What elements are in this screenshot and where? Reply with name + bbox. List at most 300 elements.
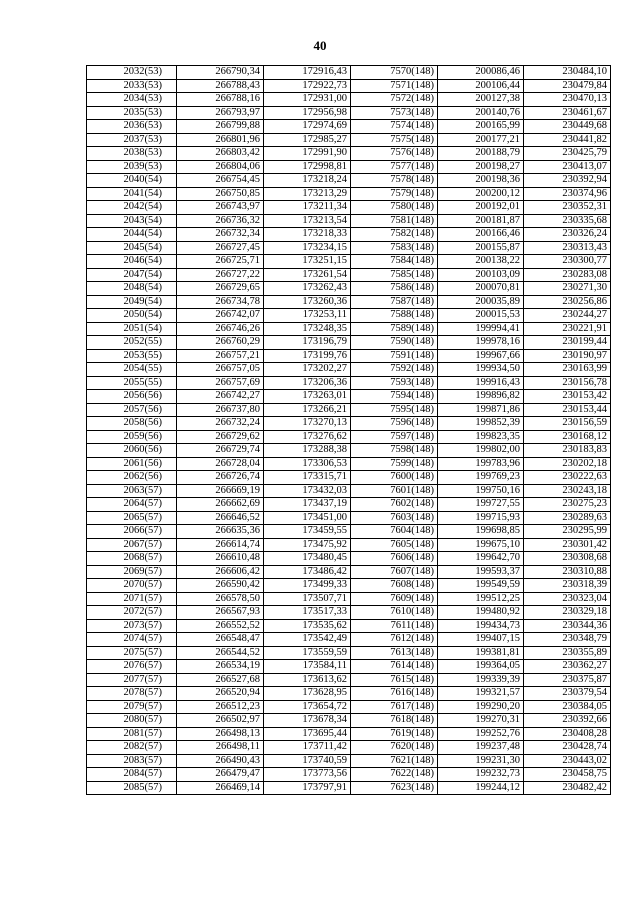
table-cell: 199715,93 — [438, 511, 524, 525]
table-cell: 173266,21 — [264, 403, 351, 417]
table-row — [87, 282, 611, 296]
table-cell: 7580(148) — [351, 201, 438, 215]
table-cell: 200188,79 — [438, 147, 524, 161]
table-cell: 266548,47 — [177, 633, 264, 647]
table-cell: 7608(148) — [351, 579, 438, 593]
table-cell: 173740,59 — [264, 754, 351, 768]
table-cell: 266757,69 — [177, 376, 264, 390]
table-cell: 199967,66 — [438, 349, 524, 363]
table-cell: 266732,34 — [177, 228, 264, 242]
table-cell: 266760,29 — [177, 336, 264, 350]
table-cell: 199381,81 — [438, 646, 524, 660]
table-cell: 230326,24 — [524, 228, 611, 242]
table-cell: 199232,73 — [438, 768, 524, 782]
table-cell: 199698,85 — [438, 525, 524, 539]
table-cell: 266552,52 — [177, 619, 264, 633]
table-cell: 266669,19 — [177, 484, 264, 498]
table-cell: 7611(148) — [351, 619, 438, 633]
table-cell: 7576(148) — [351, 147, 438, 161]
table-row — [87, 471, 611, 485]
table-row — [87, 619, 611, 633]
table-cell: 266757,05 — [177, 363, 264, 377]
table-cell: 230375,87 — [524, 673, 611, 687]
table-cell: 173480,45 — [264, 552, 351, 566]
table-cell: 2051(54) — [87, 322, 177, 336]
table-row — [87, 133, 611, 147]
table-cell: 230300,77 — [524, 255, 611, 269]
table-cell: 173797,91 — [264, 781, 351, 795]
table-cell: 173251,15 — [264, 255, 351, 269]
table-cell: 173276,62 — [264, 430, 351, 444]
table-cell: 7623(148) — [351, 781, 438, 795]
table-cell: 7613(148) — [351, 646, 438, 660]
table-cell: 266502,97 — [177, 714, 264, 728]
table-row — [87, 214, 611, 228]
table-cell: 7582(148) — [351, 228, 438, 242]
table-cell: 173695,44 — [264, 727, 351, 741]
table-cell: 7599(148) — [351, 457, 438, 471]
table-cell: 7621(148) — [351, 754, 438, 768]
table-cell: 7614(148) — [351, 660, 438, 674]
table-cell: 7600(148) — [351, 471, 438, 485]
table-cell: 2072(57) — [87, 606, 177, 620]
table-cell: 199823,35 — [438, 430, 524, 444]
table-cell: 173306,53 — [264, 457, 351, 471]
table-cell: 2076(57) — [87, 660, 177, 674]
table-row — [87, 592, 611, 606]
coordinate-table-body — [87, 66, 611, 795]
table-cell: 7598(148) — [351, 444, 438, 458]
table-row — [87, 646, 611, 660]
table-cell: 2035(53) — [87, 106, 177, 120]
table-cell: 2083(57) — [87, 754, 177, 768]
table-row — [87, 66, 611, 80]
table-cell: 172922,73 — [264, 79, 351, 93]
table-cell: 7615(148) — [351, 673, 438, 687]
table-cell: 7620(148) — [351, 741, 438, 755]
table-cell: 230408,28 — [524, 727, 611, 741]
table-cell: 230441,82 — [524, 133, 611, 147]
table-cell: 266729,74 — [177, 444, 264, 458]
table-cell: 2060(56) — [87, 444, 177, 458]
table-cell: 199549,59 — [438, 579, 524, 593]
table-cell: 230352,31 — [524, 201, 611, 215]
table-cell: 7578(148) — [351, 174, 438, 188]
table-row — [87, 741, 611, 755]
table-cell: 7592(148) — [351, 363, 438, 377]
table-cell: 173437,19 — [264, 498, 351, 512]
table-cell: 266801,96 — [177, 133, 264, 147]
table-cell: 230344,36 — [524, 619, 611, 633]
table-cell: 7579(148) — [351, 187, 438, 201]
table-row — [87, 552, 611, 566]
table-cell: 172974,69 — [264, 120, 351, 134]
table-cell: 173218,33 — [264, 228, 351, 242]
table-cell: 173260,36 — [264, 295, 351, 309]
table-cell: 266750,85 — [177, 187, 264, 201]
table-cell: 199434,73 — [438, 619, 524, 633]
table-cell: 2066(57) — [87, 525, 177, 539]
table-cell: 230271,30 — [524, 282, 611, 296]
table-cell: 200192,01 — [438, 201, 524, 215]
table-cell: 199252,76 — [438, 727, 524, 741]
table-cell: 266567,93 — [177, 606, 264, 620]
table-cell: 266727,22 — [177, 268, 264, 282]
table-row — [87, 457, 611, 471]
table-cell: 172991,90 — [264, 147, 351, 161]
table-cell: 230443,02 — [524, 754, 611, 768]
table-cell: 230289,63 — [524, 511, 611, 525]
table-cell: 230313,43 — [524, 241, 611, 255]
table-cell: 2042(54) — [87, 201, 177, 215]
table-row — [87, 241, 611, 255]
table-cell: 173262,43 — [264, 282, 351, 296]
table-cell: 7606(148) — [351, 552, 438, 566]
table-cell: 7622(148) — [351, 768, 438, 782]
table-cell: 230244,27 — [524, 309, 611, 323]
table-cell: 230425,79 — [524, 147, 611, 161]
table-cell: 2057(56) — [87, 403, 177, 417]
table-row — [87, 714, 611, 728]
table-cell: 266790,34 — [177, 66, 264, 80]
table-cell: 230484,10 — [524, 66, 611, 80]
table-cell: 199916,43 — [438, 376, 524, 390]
table-cell: 266736,32 — [177, 214, 264, 228]
table-row — [87, 322, 611, 336]
table-row — [87, 754, 611, 768]
table-row — [87, 147, 611, 161]
table-cell: 172956,98 — [264, 106, 351, 120]
table-cell: 173451,00 — [264, 511, 351, 525]
table-cell: 2059(56) — [87, 430, 177, 444]
table-cell: 200198,36 — [438, 174, 524, 188]
table-cell: 2068(57) — [87, 552, 177, 566]
table-cell: 2061(56) — [87, 457, 177, 471]
table-cell: 2081(57) — [87, 727, 177, 741]
table-row — [87, 525, 611, 539]
table-cell: 266726,74 — [177, 471, 264, 485]
table-cell: 2055(55) — [87, 376, 177, 390]
table-cell: 7597(148) — [351, 430, 438, 444]
table-row — [87, 228, 611, 242]
table-cell: 173432,03 — [264, 484, 351, 498]
table-cell: 2085(57) — [87, 781, 177, 795]
table-cell: 7577(148) — [351, 160, 438, 174]
table-cell: 230318,39 — [524, 579, 611, 593]
table-cell: 173517,33 — [264, 606, 351, 620]
table-cell: 230221,91 — [524, 322, 611, 336]
table-cell: 2046(54) — [87, 255, 177, 269]
table-cell: 199871,86 — [438, 403, 524, 417]
table-cell: 173678,34 — [264, 714, 351, 728]
table-cell: 2033(53) — [87, 79, 177, 93]
table-cell: 2069(57) — [87, 565, 177, 579]
table-cell: 266534,19 — [177, 660, 264, 674]
table-cell: 230301,42 — [524, 538, 611, 552]
table-cell: 230374,96 — [524, 187, 611, 201]
table-row — [87, 579, 611, 593]
table-cell: 7609(148) — [351, 592, 438, 606]
table-cell: 200155,87 — [438, 241, 524, 255]
table-cell: 199852,39 — [438, 417, 524, 431]
table-cell: 199244,12 — [438, 781, 524, 795]
table-row — [87, 295, 611, 309]
table-cell: 173475,92 — [264, 538, 351, 552]
table-cell: 2080(57) — [87, 714, 177, 728]
table-cell: 199727,55 — [438, 498, 524, 512]
table-cell: 199934,50 — [438, 363, 524, 377]
table-cell: 266490,43 — [177, 754, 264, 768]
table-cell: 200165,99 — [438, 120, 524, 134]
table-cell: 173613,62 — [264, 673, 351, 687]
table-cell: 199407,15 — [438, 633, 524, 647]
table-cell: 7618(148) — [351, 714, 438, 728]
table-cell: 230283,08 — [524, 268, 611, 282]
table-cell: 2079(57) — [87, 700, 177, 714]
table-cell: 200106,44 — [438, 79, 524, 93]
table-cell: 7591(148) — [351, 349, 438, 363]
table-cell: 266512,23 — [177, 700, 264, 714]
table-cell: 2082(57) — [87, 741, 177, 755]
table-cell: 7616(148) — [351, 687, 438, 701]
table-cell: 172916,43 — [264, 66, 351, 80]
table-cell: 7586(148) — [351, 282, 438, 296]
table-cell: 200015,53 — [438, 309, 524, 323]
coordinate-table — [86, 65, 611, 795]
table-row — [87, 417, 611, 431]
table-cell: 2040(54) — [87, 174, 177, 188]
table-cell: 172985,27 — [264, 133, 351, 147]
table-cell: 2063(57) — [87, 484, 177, 498]
table-row — [87, 498, 611, 512]
table-cell: 173459,55 — [264, 525, 351, 539]
table-row — [87, 403, 611, 417]
table-row — [87, 727, 611, 741]
table-cell: 173270,13 — [264, 417, 351, 431]
table-cell: 173213,29 — [264, 187, 351, 201]
table-row — [87, 781, 611, 795]
table-cell: 2038(53) — [87, 147, 177, 161]
table-row — [87, 687, 611, 701]
table-cell: 266527,68 — [177, 673, 264, 687]
table-row — [87, 174, 611, 188]
table-cell: 199231,30 — [438, 754, 524, 768]
table-cell: 173584,11 — [264, 660, 351, 674]
table-cell: 2047(54) — [87, 268, 177, 282]
table-cell: 7605(148) — [351, 538, 438, 552]
table-cell: 266727,45 — [177, 241, 264, 255]
page-number: 40 — [313, 38, 327, 53]
table-row — [87, 700, 611, 714]
table-cell: 2049(54) — [87, 295, 177, 309]
table-cell: 173234,15 — [264, 241, 351, 255]
table-cell: 173315,71 — [264, 471, 351, 485]
table-cell: 199364,05 — [438, 660, 524, 674]
table-cell: 230308,68 — [524, 552, 611, 566]
table-cell: 199994,41 — [438, 322, 524, 336]
table-cell: 199769,23 — [438, 471, 524, 485]
table-cell: 266804,06 — [177, 160, 264, 174]
table-cell: 173211,34 — [264, 201, 351, 215]
table-cell: 7594(148) — [351, 390, 438, 404]
table-cell: 7604(148) — [351, 525, 438, 539]
table-cell: 230199,44 — [524, 336, 611, 350]
table-cell: 7589(148) — [351, 322, 438, 336]
table-cell: 200070,81 — [438, 282, 524, 296]
table-cell: 2036(53) — [87, 120, 177, 134]
table-cell: 266742,07 — [177, 309, 264, 323]
table-cell: 173288,38 — [264, 444, 351, 458]
table-cell: 230470,13 — [524, 93, 611, 107]
table-cell: 7588(148) — [351, 309, 438, 323]
table-cell: 199978,16 — [438, 336, 524, 350]
table-cell: 199321,57 — [438, 687, 524, 701]
table-cell: 7584(148) — [351, 255, 438, 269]
table-cell: 230362,27 — [524, 660, 611, 674]
table-cell: 173535,62 — [264, 619, 351, 633]
table-cell: 2041(54) — [87, 187, 177, 201]
table-cell: 7601(148) — [351, 484, 438, 498]
table-cell: 2054(55) — [87, 363, 177, 377]
table-cell: 7572(148) — [351, 93, 438, 107]
table-row — [87, 606, 611, 620]
table-cell: 2073(57) — [87, 619, 177, 633]
table-cell: 230479,84 — [524, 79, 611, 93]
table-cell: 199270,31 — [438, 714, 524, 728]
table-row — [87, 660, 611, 674]
table-cell: 7585(148) — [351, 268, 438, 282]
table-cell: 200200,12 — [438, 187, 524, 201]
table-cell: 266606,42 — [177, 565, 264, 579]
table-cell: 266742,27 — [177, 390, 264, 404]
table-row — [87, 511, 611, 525]
table-row — [87, 376, 611, 390]
table-row — [87, 444, 611, 458]
table-cell: 266788,43 — [177, 79, 264, 93]
table-cell: 230295,99 — [524, 525, 611, 539]
table-cell: 200127,38 — [438, 93, 524, 107]
table-row — [87, 768, 611, 782]
table-row — [87, 484, 611, 498]
table-cell: 230202,18 — [524, 457, 611, 471]
table-cell: 200198,27 — [438, 160, 524, 174]
table-cell: 266578,50 — [177, 592, 264, 606]
table-cell: 199593,37 — [438, 565, 524, 579]
table-cell: 7583(148) — [351, 241, 438, 255]
table-cell: 230355,89 — [524, 646, 611, 660]
table-cell: 230222,63 — [524, 471, 611, 485]
table-cell: 230413,07 — [524, 160, 611, 174]
table-cell: 266590,42 — [177, 579, 264, 593]
table-cell: 2062(56) — [87, 471, 177, 485]
table-cell: 230392,66 — [524, 714, 611, 728]
table-cell: 266803,42 — [177, 147, 264, 161]
table-cell: 230329,18 — [524, 606, 611, 620]
table-row — [87, 79, 611, 93]
table-cell: 173206,36 — [264, 376, 351, 390]
table-cell: 199750,16 — [438, 484, 524, 498]
table-cell: 230156,59 — [524, 417, 611, 431]
table-row — [87, 309, 611, 323]
table-cell: 173253,11 — [264, 309, 351, 323]
table-row — [87, 160, 611, 174]
table-cell: 230458,75 — [524, 768, 611, 782]
table-cell: 200086,46 — [438, 66, 524, 80]
table-cell: 230461,67 — [524, 106, 611, 120]
table-cell: 230163,99 — [524, 363, 611, 377]
table-cell: 266544,52 — [177, 646, 264, 660]
table-cell: 266728,04 — [177, 457, 264, 471]
table-row — [87, 106, 611, 120]
table-cell: 2071(57) — [87, 592, 177, 606]
table-cell: 230156,78 — [524, 376, 611, 390]
table-cell: 2084(57) — [87, 768, 177, 782]
table-cell: 230190,97 — [524, 349, 611, 363]
table-cell: 2067(57) — [87, 538, 177, 552]
table-cell: 199480,92 — [438, 606, 524, 620]
table-cell: 266754,45 — [177, 174, 264, 188]
table-cell: 173196,79 — [264, 336, 351, 350]
table-cell: 173213,54 — [264, 214, 351, 228]
table-cell: 173773,56 — [264, 768, 351, 782]
table-cell: 266469,14 — [177, 781, 264, 795]
table-cell: 266737,80 — [177, 403, 264, 417]
table-cell: 173486,42 — [264, 565, 351, 579]
table-cell: 199237,48 — [438, 741, 524, 755]
table-cell: 266732,24 — [177, 417, 264, 431]
table-cell: 173507,71 — [264, 592, 351, 606]
table-cell: 7607(148) — [351, 565, 438, 579]
table-cell: 7619(148) — [351, 727, 438, 741]
table-row — [87, 538, 611, 552]
table-cell: 266746,26 — [177, 322, 264, 336]
table-cell: 230275,23 — [524, 498, 611, 512]
table-cell: 266498,13 — [177, 727, 264, 741]
table-cell: 266788,16 — [177, 93, 264, 107]
table-cell: 2064(57) — [87, 498, 177, 512]
table-cell: 266498,11 — [177, 741, 264, 755]
table-cell: 266743,97 — [177, 201, 264, 215]
table-cell: 230243,18 — [524, 484, 611, 498]
table-cell: 200035,89 — [438, 295, 524, 309]
table-cell: 199802,00 — [438, 444, 524, 458]
table-cell: 7570(148) — [351, 66, 438, 80]
table-row — [87, 336, 611, 350]
table-cell: 266799,88 — [177, 120, 264, 134]
table-cell: 2045(54) — [87, 241, 177, 255]
table-cell: 230348,79 — [524, 633, 611, 647]
table-cell: 173199,76 — [264, 349, 351, 363]
table-cell: 2078(57) — [87, 687, 177, 701]
table-cell: 173218,24 — [264, 174, 351, 188]
table-cell: 2070(57) — [87, 579, 177, 593]
table-cell: 7590(148) — [351, 336, 438, 350]
table-cell: 173711,42 — [264, 741, 351, 755]
table-cell: 172998,81 — [264, 160, 351, 174]
table-cell: 230153,42 — [524, 390, 611, 404]
table-cell: 7617(148) — [351, 700, 438, 714]
table-cell: 2065(57) — [87, 511, 177, 525]
table-cell: 199512,25 — [438, 592, 524, 606]
table-cell: 199783,96 — [438, 457, 524, 471]
table-cell: 266610,48 — [177, 552, 264, 566]
table-cell: 200103,09 — [438, 268, 524, 282]
table-row — [87, 633, 611, 647]
table-cell: 230323,04 — [524, 592, 611, 606]
table-cell: 266729,65 — [177, 282, 264, 296]
table-cell: 173202,27 — [264, 363, 351, 377]
table-cell: 230310,88 — [524, 565, 611, 579]
